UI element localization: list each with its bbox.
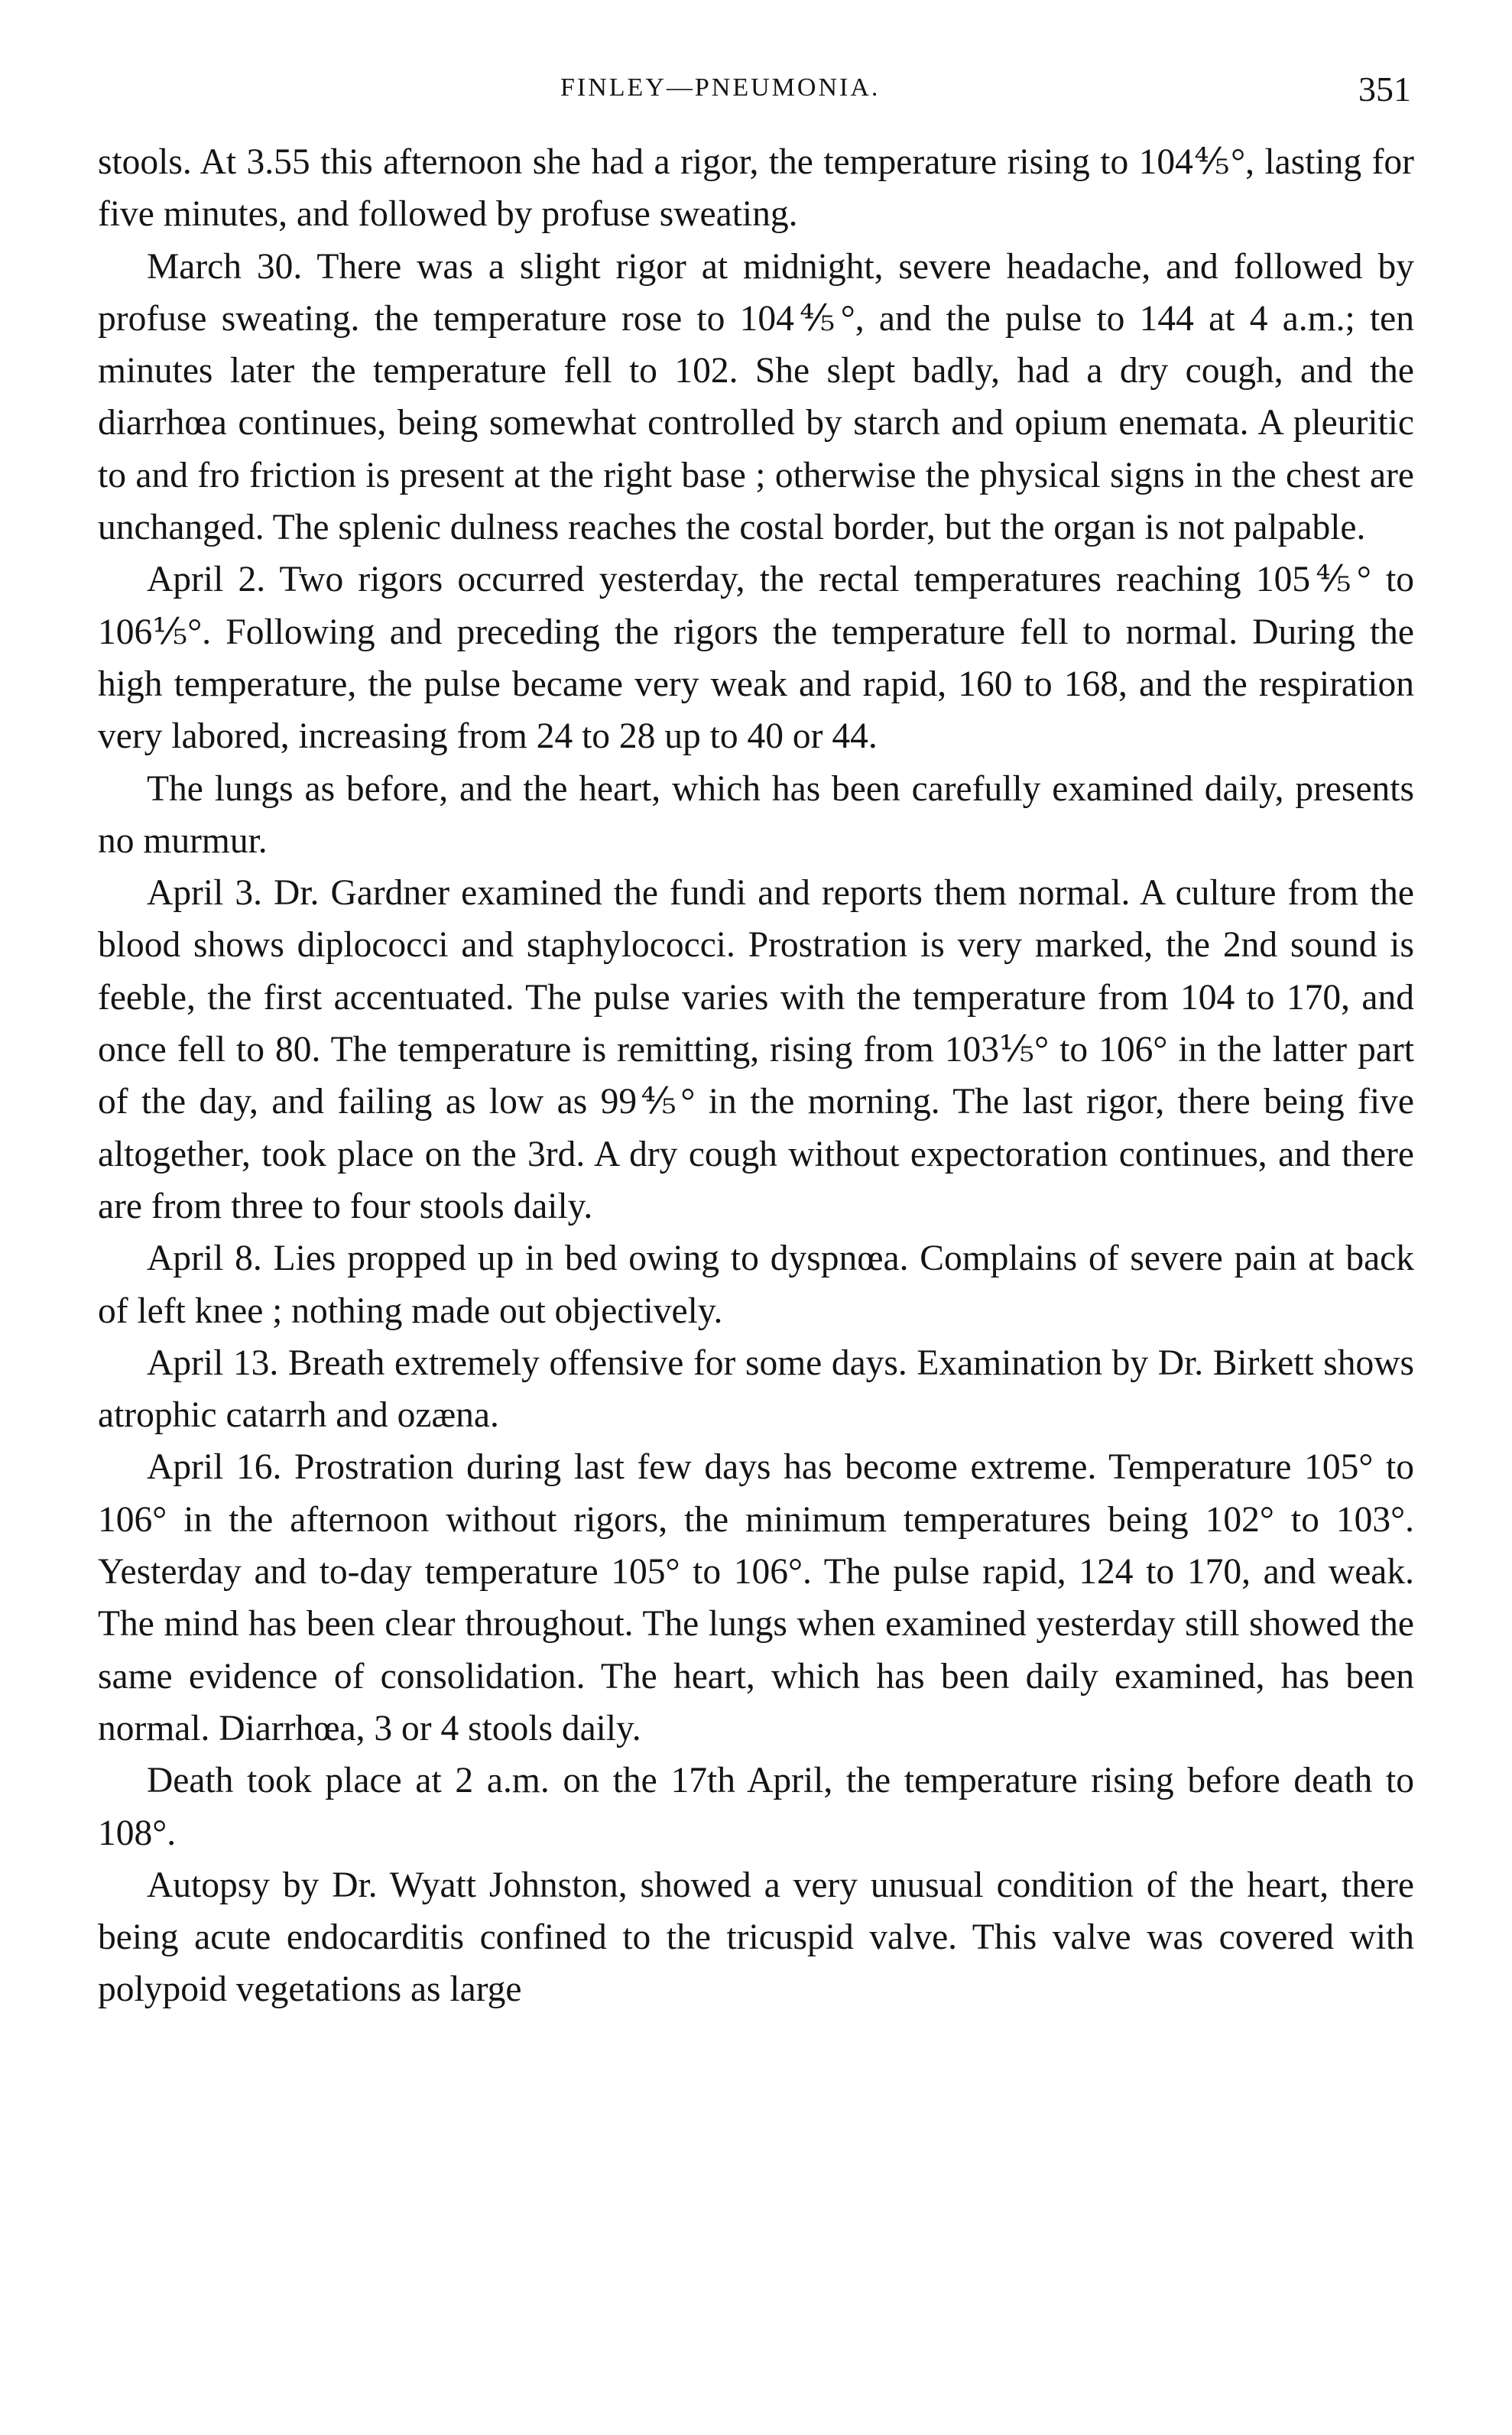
running-head (98, 67, 1414, 121)
page-number: 351 (1358, 70, 1411, 109)
paragraph-lungs-heart: The lungs as before, and the heart, which has been carefully examined daily, presents no murmur. (98, 768, 1414, 861)
paragraph-april-3: April 3. Dr. Gardner examined the fundi and reports them normal. A culture from the blood shows diplococci and staphylococci. Prostration is very marked, the 2nd sound is feeble, the first accentuated. The pulse varies with the temperature from 104 to 170, and once fell to 80. The temperature is remitting, rising from 103⅕° to 106° in the latter part of the day, and failing as low as 99⅘° in the morning. The last rigor, there being five altogether, took place on the 3rd. A dry cough without expectoration continues, and there are from three to four stools daily. (98, 873, 1414, 1226)
document-page (98, 67, 1414, 2016)
paragraph-stools-continuation: stools. At 3.55 this afternoon she had a rigor, the temperature rising to 104⅘°, lasting for five minutes, and followed by profuse sweating. (98, 142, 1414, 235)
paragraph-autopsy: Autopsy by Dr. Wyatt Johnston, showed a very unusual condition of the heart, there being acute endocarditis confined to the tricuspid valve. This valve was covered with polypoid vegetations as large (98, 1865, 1414, 2010)
running-title: FINLEY—PNEUMONIA. (560, 73, 881, 102)
paragraph-april-8: April 8. Lies propped up in bed owing to dyspnœa. Complains of severe pain at back of left knee ; nothing made out objectively. (98, 1239, 1414, 1331)
paragraph-april-2: April 2. Two rigors occurred yesterday, the rectal temperatures reaching 105⅘° to 106⅕°. Following and preceding the rigors the temperature fell to normal. During the high temperature, the pulse became very weak and rapid, 160 to 168, and the respiration very labored, increasing from 24 to 28 up to 40 or 44. (98, 560, 1414, 757)
paragraph-april-13: April 13. Breath extremely offensive for some days. Examination by Dr. Birkett shows atrophic catarrh and ozæna. (98, 1342, 1414, 1436)
body-text (98, 136, 1414, 2016)
paragraph-death: Death took place at 2 a.m. on the 17th April, the temperature rising before death to 108°. (98, 1761, 1414, 1853)
paragraph-april-16: April 16. Prostration during last few days has become extreme. Temperature 105° to 106° in the afternoon without rigors, the minimum temperatures being 102° to 103°. Yesterday and to-day temperature 105° to 106°. The pulse rapid, 124 to 170, and weak. The mind has been clear throughout. The lungs when examined yesterday still showed the same evidence of consolidation. The heart, which has been daily examined, has been normal. Diarrhœa, 3 or 4 stools daily. (98, 1447, 1414, 1748)
paragraph-march-30: March 30. There was a slight rigor at midnight, severe headache, and followed by profuse sweating. the temperature rose to 104⅘°, and the pulse to 144 at 4 a.m.; ten minutes later the temperature fell to 102. She slept badly, had a dry cough, and the diarrhœa continues, being somewhat controlled by starch and opium enemata. A pleuritic to and fro friction is present at the right base ; otherwise the physical signs in the chest are unchanged. The splenic dulness reaches the costal border, but the organ is not palpable. (98, 246, 1414, 548)
